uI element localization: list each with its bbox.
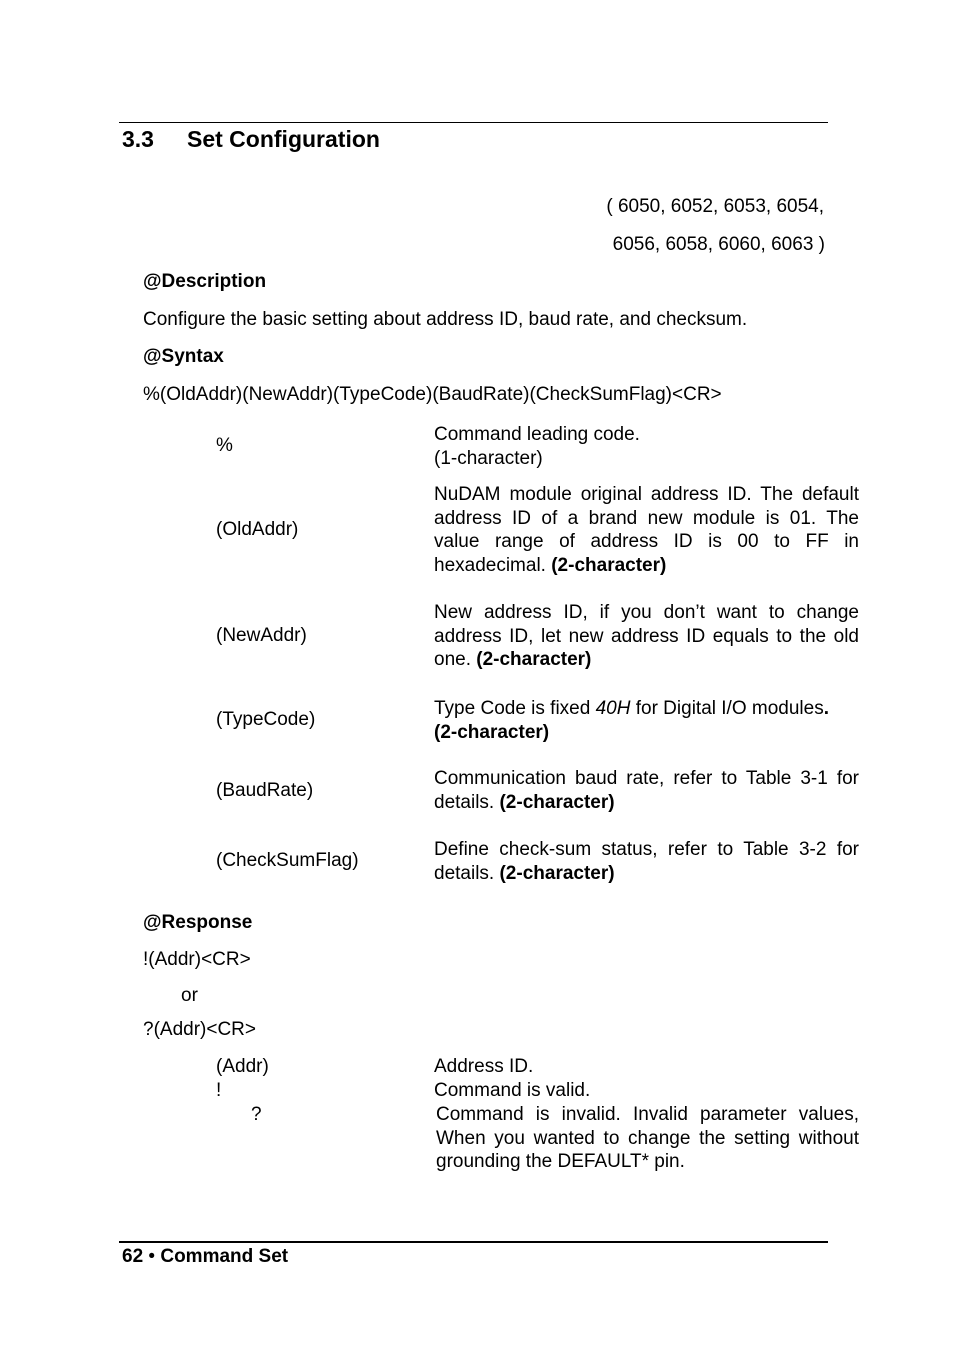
section-title: Set Configuration [187,126,380,152]
response-invalid-line: ?(Addr)<CR> [143,1019,256,1040]
param-desc-leading-line-1: Command leading code. [434,424,640,445]
param-name-checksumflag: (CheckSumFlag) [216,850,359,871]
param-name-baudrate: (BaudRate) [216,780,314,801]
footer-rule [119,1241,828,1243]
syntax-label: @Syntax [143,346,224,367]
response-desc-valid: Command is valid. [434,1080,591,1101]
response-name-valid: ! [216,1080,222,1101]
description-text: Configure the basic setting about address ID, baud rate, and checksum. [143,309,748,330]
param-desc-baudrate [434,767,859,814]
param-desc-typecode-dot: . [823,698,829,719]
param-name-newaddr: (NewAddr) [216,625,307,646]
footer-bullet: • [148,1246,156,1267]
param-desc-typecode-size: (2-character) [434,721,550,743]
response-desc-invalid: Command is invalid. Invalid parameter values, When you wanted to change the setting without grounding the DEFAULT* pin. [436,1104,859,1173]
param-desc-typecode-pre: Type Code is fixed [434,698,591,719]
param-desc-oldaddr [434,483,859,577]
param-desc-typecode-line-2 [434,721,859,745]
param-name-typecode: (TypeCode) [216,709,316,730]
response-label: @Response [143,912,253,933]
header-rule [119,122,828,123]
description-label: @Description [143,271,267,292]
param-desc-baudrate-text: Communication baud rate, refer to Table 3-1 for details. [434,768,859,813]
param-desc-leading [434,423,859,470]
response-name-invalid: ? [251,1104,262,1125]
param-desc-checksumflag [434,838,859,885]
param-desc-newaddr-text: New address ID, if you don’t want to change address ID, let new address ID equals to the old one. [434,602,859,671]
param-desc-newaddr [434,601,859,672]
page-footer [122,1246,288,1268]
param-desc-typecode-line-1 [434,697,859,721]
response-valid-line: !(Addr)<CR> [143,949,251,970]
param-name-oldaddr: (OldAddr) [216,519,299,540]
param-desc-oldaddr-size: (2-character) [551,554,667,576]
param-desc-leading-line-2: (1-character) [434,447,543,469]
response-name-addr: (Addr) [216,1056,269,1077]
param-desc-oldaddr-text: NuDAM module original address ID. The default address ID of a brand new module is 01. The value range of address ID is 00 to FF in hexadecimal. [434,484,859,576]
response-desc-addr: Address ID. [434,1056,534,1077]
param-name-leading: % [216,435,233,456]
param-desc-checksumflag-text: Define check-sum status, refer to Table 3-2 for details. [434,839,859,884]
page-number: 62 [122,1246,144,1267]
param-desc-typecode-code: 40H [595,698,631,719]
param-desc-baudrate-size: (2-character) [499,791,615,813]
param-desc-checksumflag-size: (2-character) [499,862,615,884]
syntax-command: %(OldAddr)(NewAddr)(TypeCode)(BaudRate)(CheckSumFlag)<CR> [143,384,722,405]
model-list-line-1: ( 6050, 6052, 6053, 6054, [606,196,824,217]
footer-chapter-title: Command Set [160,1246,289,1267]
param-desc-typecode [434,697,859,744]
param-desc-newaddr-size: (2-character) [476,649,592,671]
section-number: 3.3 [122,126,154,152]
response-or: or [181,985,198,1006]
param-desc-typecode-post: for Digital I/O modules [635,698,824,719]
model-list-line-2: 6056, 6058, 6060, 6063 ) [612,234,825,255]
